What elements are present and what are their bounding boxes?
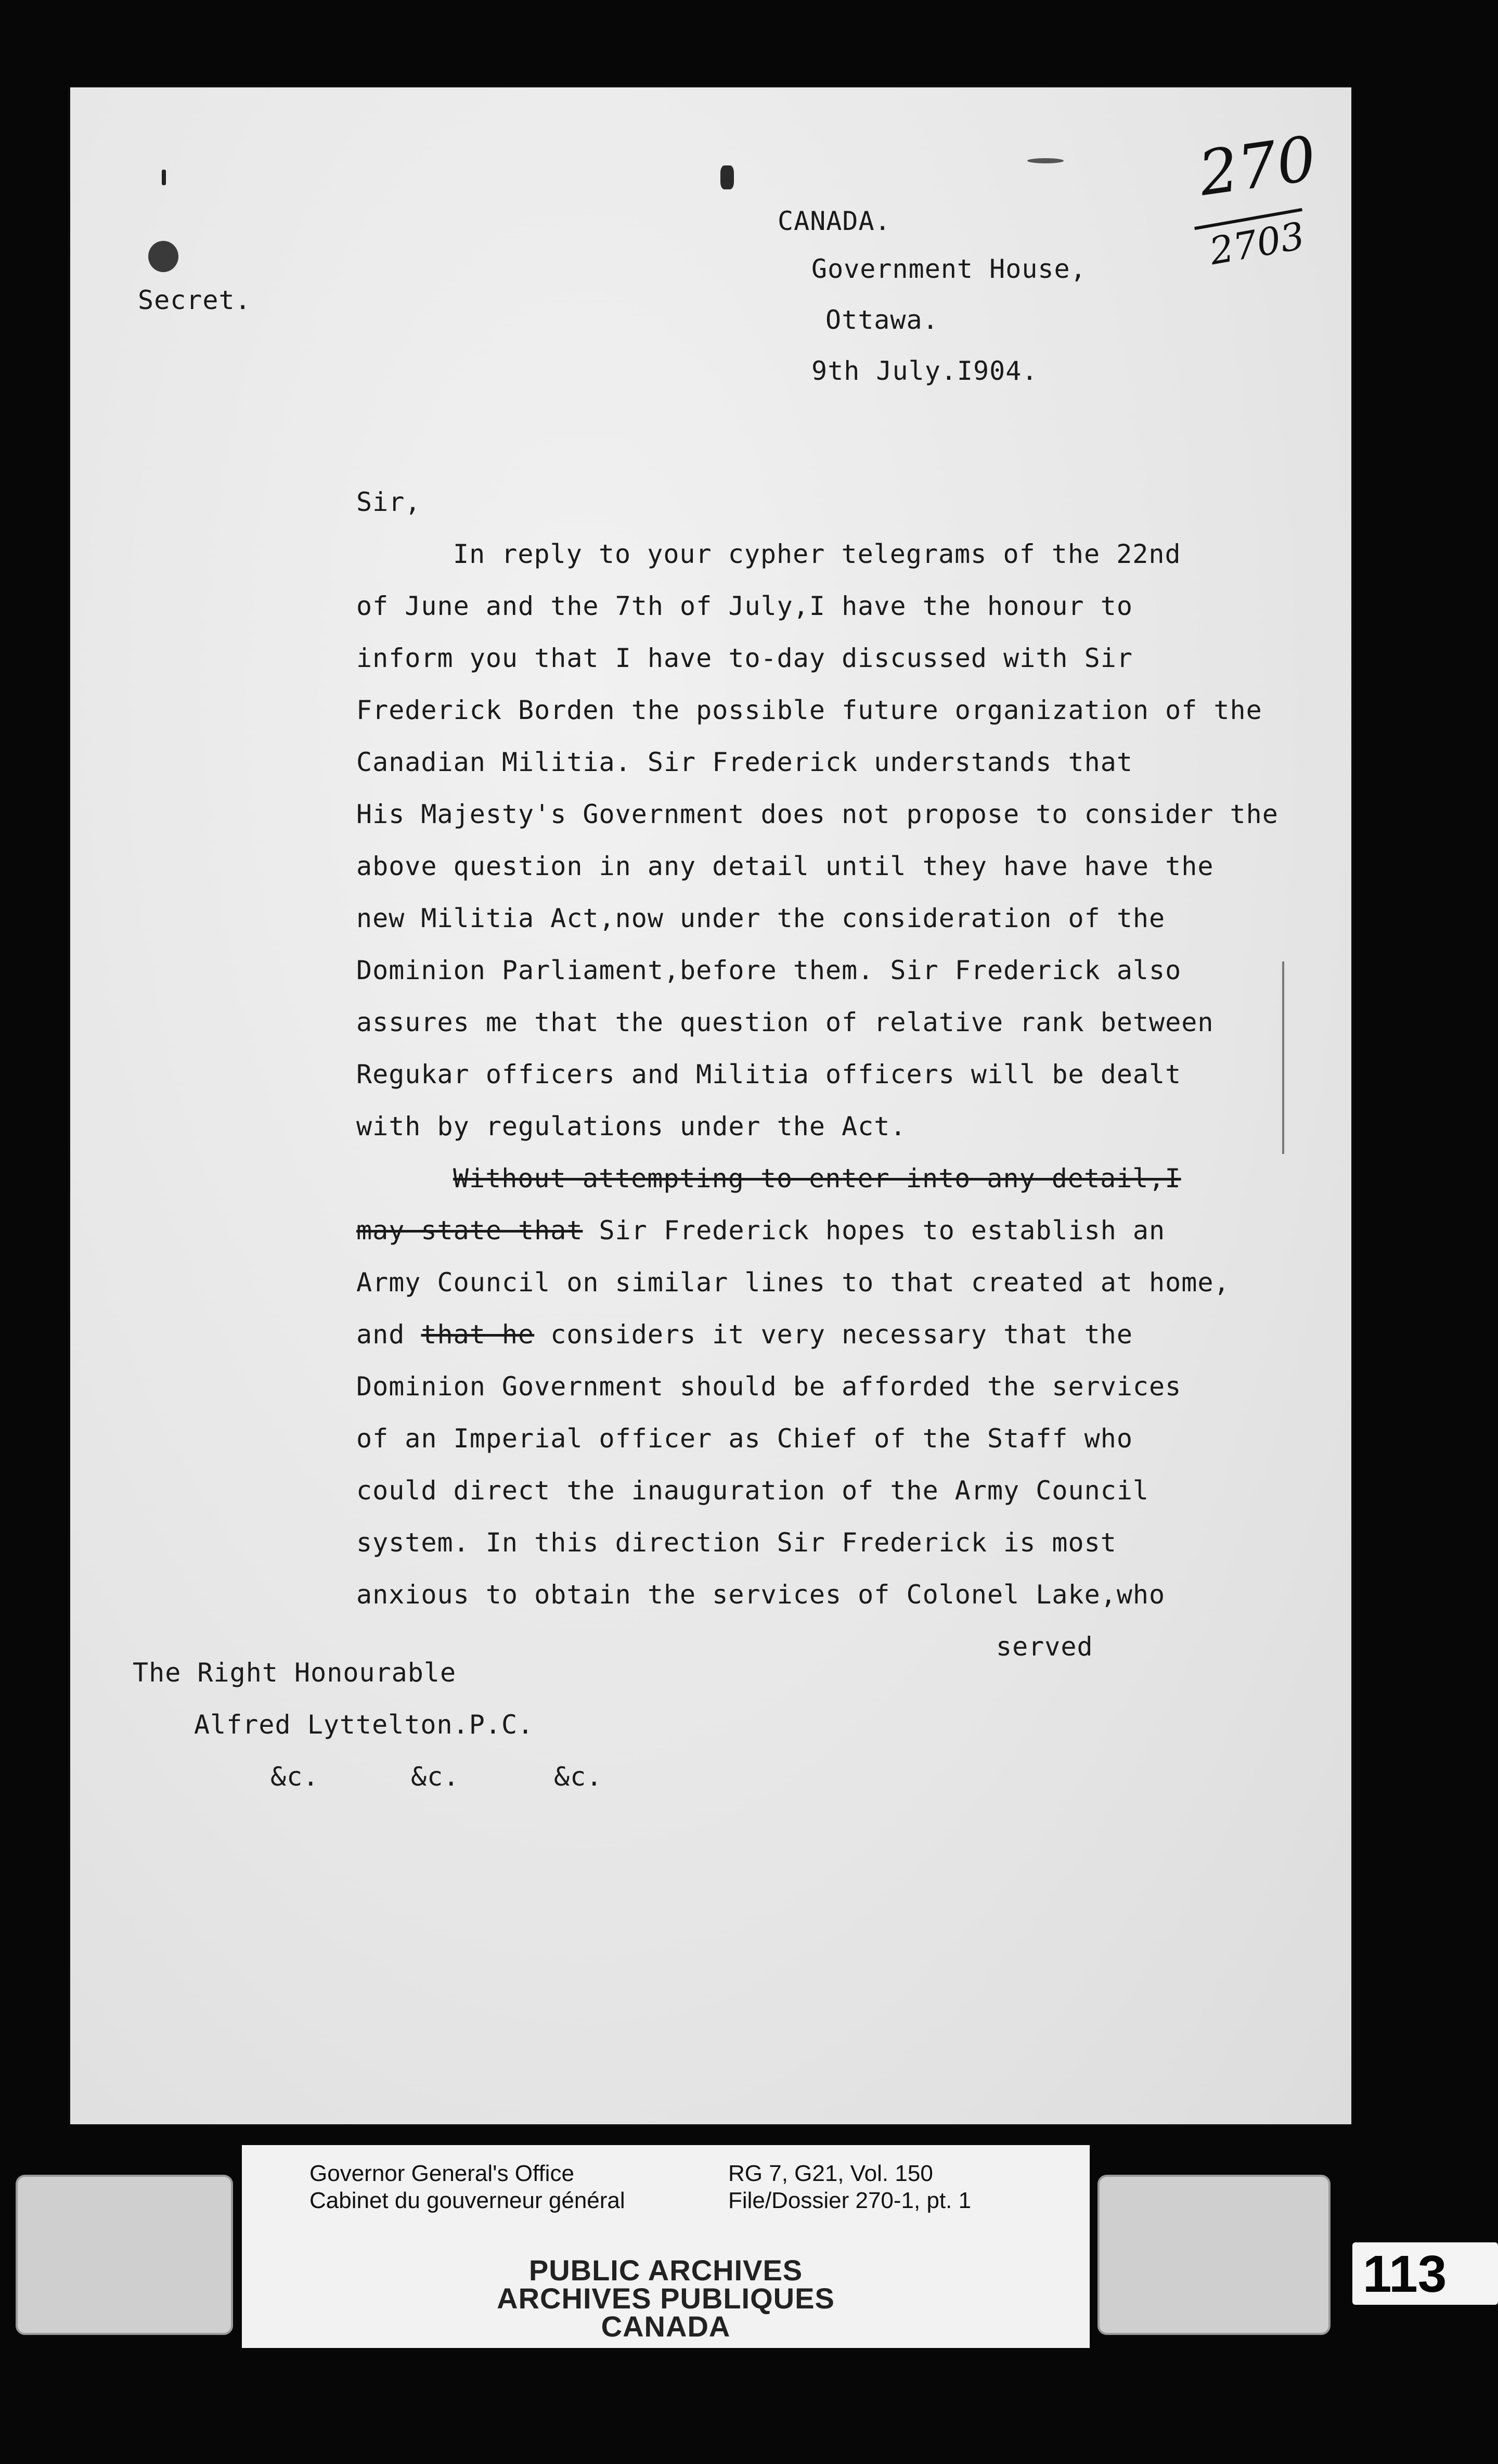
struck-text: may state that [356,1215,583,1246]
salutation: Sir, [356,487,421,517]
letter-page [70,87,1351,2124]
film-frame-number [1352,2242,1498,2305]
addressee-line2: Alfred Lyttelton.P.C. [194,1710,534,1740]
body-line: Canadian Militia. Sir Frederick understands that [356,747,1133,777]
body-line: of June and the 7th of July,I have the honour to [356,591,1133,621]
body-line: In reply to your cypher telegrams of the 22nd [453,539,1181,569]
body-text: Sir Frederick hopes to establish an [583,1215,1166,1246]
addressee-etc: &c. [411,1762,460,1792]
body-line: system. In this direction Sir Frederick is most [356,1528,1117,1558]
archive-stamp-line3: CANADA [601,2310,731,2343]
body-line: inform you that I have to-day discussed with Sir [356,643,1133,673]
body-line: of an Imperial officer as Chief of the Staff who [356,1423,1133,1454]
struck-text: Without attempting to enter into any detail,I [453,1163,1181,1194]
classification-label: Secret. [138,285,251,315]
addressee-etc: &c. [270,1762,319,1792]
letterhead-city: Ottawa. [825,305,939,335]
body-line-struck [453,1163,1181,1194]
body-line: Regukar officers and Militia officers will be dealt [356,1059,1182,1089]
sub-number-annotation: 2703 [1206,213,1308,274]
file-number-annotation: 270 [1194,122,1321,210]
seal-mark [148,241,178,272]
body-line: anxious to obtain the services of Colonel Lake,who [356,1580,1166,1610]
body-line: assures me that the question of relative rank between [356,1007,1214,1037]
crest-mark [720,165,734,189]
body-line: with by regulations under the Act. [356,1111,907,1141]
archive-stamp-line1: PUBLIC ARCHIVES [528,2254,803,2287]
letter-date: 9th July.I904. [811,356,1038,386]
struck-text: that he [421,1319,535,1350]
body-text: and [356,1319,405,1350]
record-group-reference: RG 7, G21, Vol. 150 [728,2161,933,2186]
catchword: served [996,1632,1093,1662]
office-english: Governor General's Office [309,2161,574,2186]
body-line: Dominion Parliament,before them. Sir Frederick also [356,955,1182,985]
ink-mark [162,170,166,185]
ink-mark [1027,158,1064,163]
binder-clip-right [1097,2175,1331,2335]
binder-clip-left [16,2175,233,2335]
body-line [356,1215,1165,1246]
letterhead-place: Government House, [811,254,1087,284]
body-text: considers it very necessary that the [534,1319,1133,1350]
addressee-etc: &c. [554,1762,603,1792]
body-line: Frederick Borden the possible future organization of the [356,695,1262,725]
letterhead-country: CANADA. [778,206,891,236]
body-line: Dominion Government should be afforded the services [356,1371,1182,1402]
body-line: could direct the inauguration of the Army Council [356,1475,1150,1506]
office-french: Cabinet du gouverneur général [309,2188,625,2213]
body-line: above question in any detail until they have have the [356,851,1214,881]
frame-number-text: 113 [1363,2245,1447,2303]
file-reference: File/Dossier 270-1, pt. 1 [728,2188,972,2213]
addressee-line1: The Right Honourable [133,1658,457,1688]
body-line: Army Council on similar lines to that created at home, [356,1267,1230,1298]
body-line [356,1319,1133,1350]
archive-label [242,2145,1090,2348]
body-line: His Majesty's Government does not propose to consider the [356,799,1279,829]
archive-stamp-line2: ARCHIVES PUBLIQUES [497,2282,835,2315]
body-line: new Militia Act,now under the consideration of the [356,903,1166,933]
margin-bracket [1282,961,1284,1154]
